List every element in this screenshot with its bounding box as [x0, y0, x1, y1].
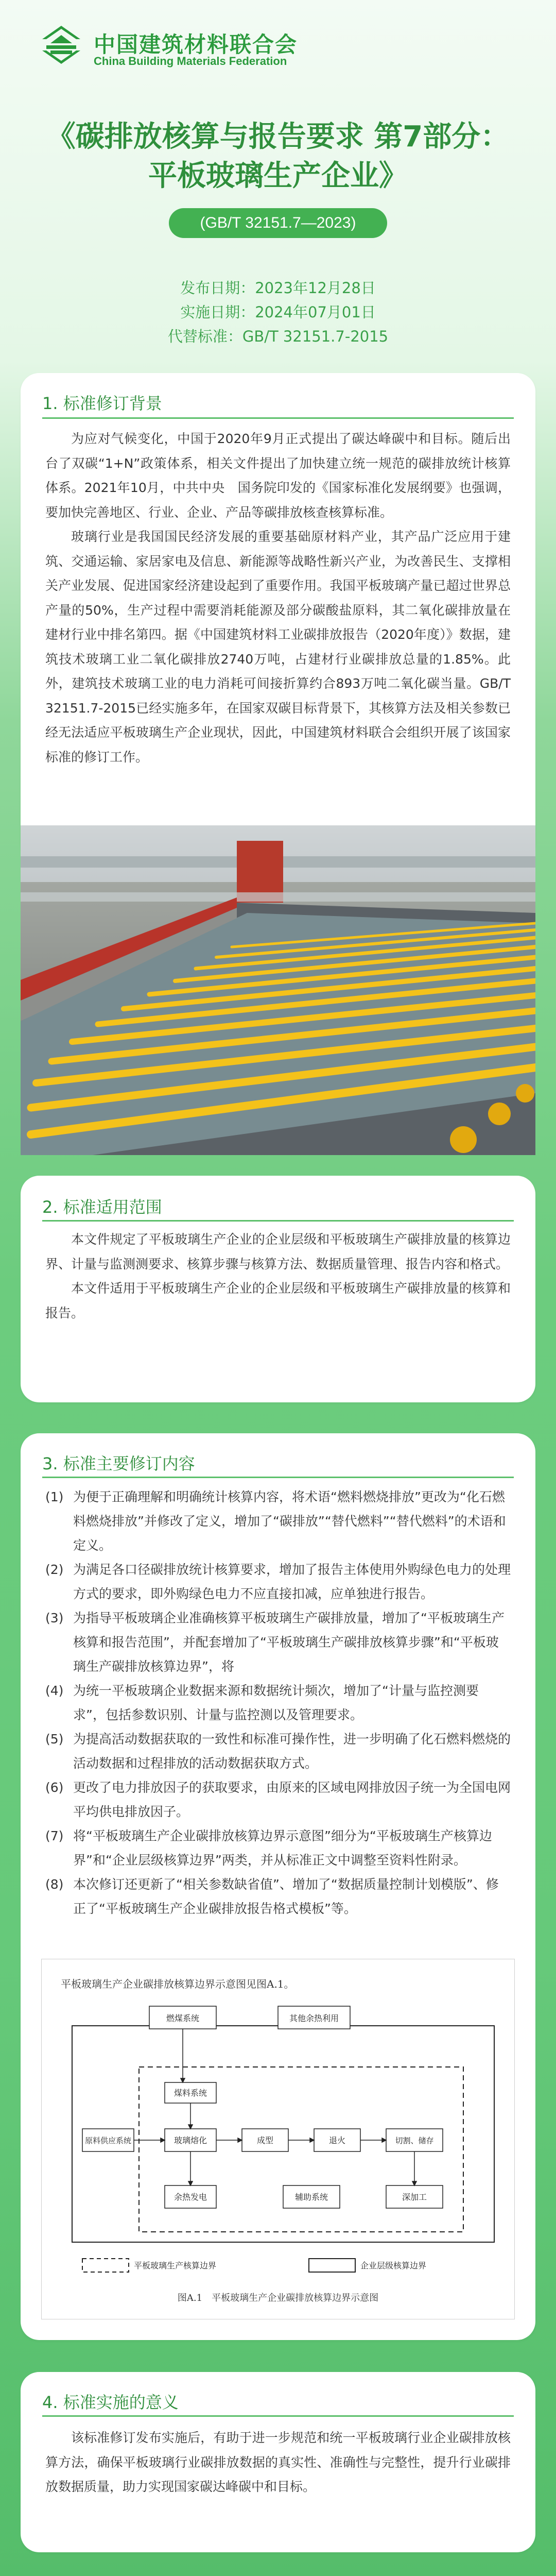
- revision-list: [45, 1485, 511, 1921]
- revisions-card: [21, 1433, 535, 2340]
- item-text: 为提高活动数据获取的一致性和标准可操作性，进一步明确了化石燃料燃烧的活动数据和过程排放的活动数据获取方式。: [73, 1732, 511, 1771]
- cbmf-logo-icon: [40, 24, 82, 66]
- item-text: 为统一平板玻璃企业数据来源和数据统计频次，增加了“计量与监控测要求”，包括参数识别、计量与监控测以及管理要求。: [73, 1683, 479, 1722]
- paragraph: 本文件适用于平板玻璃生产企业的企业层级和平板玻璃生产碳排放量的核算和报告。: [45, 1281, 511, 1320]
- section-divider: [42, 2415, 514, 2417]
- significance-card: [21, 2372, 535, 2552]
- section-divider: [42, 1220, 514, 1222]
- node-cut: 切割、储存: [395, 2136, 434, 2145]
- node-form: 成型: [256, 2136, 274, 2145]
- page-title: [21, 117, 535, 196]
- org-name-cn: 中国建筑材料联合会: [94, 32, 298, 57]
- node-anneal: 退火: [328, 2136, 346, 2145]
- section-title: 3. 标准主要修订内容: [42, 1454, 195, 1473]
- item-number: (2): [45, 1562, 64, 1577]
- list-item: [45, 1775, 511, 1824]
- item-number: (5): [45, 1732, 64, 1747]
- section-title: 4. 标准实施的意义: [42, 2393, 179, 2412]
- section-body: [45, 1227, 511, 1325]
- section-body: [45, 2426, 511, 2499]
- legend-solid-label: 企业层级核算边界: [360, 2261, 427, 2270]
- scope-card: [21, 1176, 535, 1402]
- item-number: (4): [45, 1683, 64, 1698]
- list-item: [45, 1727, 511, 1775]
- item-text: 为满足各口径碳排放统计核算要求，增加了报告主体使用外购绿色电力的处理方式的要求，即外购绿色电力不应直接扣减，应单独进行报告。: [73, 1562, 511, 1601]
- paragraph: 该标准修订发布实施后，有助于进一步规范和统一平板玻璃行业企业碳排放核算方法，确保平板玻璃行业碳排放数据的真实性、准确性与完整性，提升行业碳排放数据质量，助力实现国家碳达峰碳中和目标。: [45, 2430, 511, 2494]
- org-name-en: China Building Materials Federation: [94, 55, 287, 67]
- standard-number-badge: (GB/T 32151.7—2023): [169, 208, 387, 238]
- item-text: 本次修订还更新了“相关参数缺省值”、增加了“数据质量控制计划模版”、修正了“平板玻璃生产企业碳排放报告格式模板”等。: [73, 1877, 499, 1916]
- node-coal: 煤料系统: [173, 2088, 207, 2098]
- title-line-2: 平板玻璃生产企业》: [148, 159, 408, 193]
- node-top2: 其他余热利用: [289, 2013, 339, 2023]
- implement-date: 实施日期：2024年07月01日: [180, 303, 376, 321]
- background-card: [21, 373, 535, 860]
- glass-production-line-photo: [21, 825, 535, 1155]
- paragraph: 本文件规定了平板玻璃生产企业的企业层级和平板玻璃生产碳排放量的核算边界、计量与监测测要求、核算步骤与核算方法、数据质量管理、报告内容和格式。: [45, 1232, 511, 1272]
- publish-date: 发布日期：2023年12月28日: [180, 279, 376, 297]
- section-divider: [42, 1477, 514, 1478]
- paragraph: 玻璃行业是我国国民经济发展的重要基础原材料产业，其产品广泛应用于建筑、交通运输、家居家电及信息、新能源等战略性新兴产业，为改善民生、支撑相关产业发展、促进国家经济建设起到了重要作用。我国平板玻璃产量已超过世界总产量的50%，生产过程中需要消耗能源及部分碳酸盐原料，其二氧化碳排放量在建材行业中排名第四。据《中国建筑材料工业碳排放报告（2020年度）》数据，建筑技术玻璃工业二氧化碳排放2740万吨，占建材行业碳排放总量的1.85%。此外，建筑技术玻璃工业的电力消耗可间接折算约合893万吨二氧化碳当量。GB/T 32151.7-2015已经实施多年，在国家双碳目标背景下，其核算方法及相关参数已经无法适应平板玻璃生产企业现状，因此，中国建筑材料联合会组织开展了该国家标准的修订工作。: [45, 529, 511, 765]
- item-number: (7): [45, 1828, 64, 1843]
- boundary-diagram: [41, 1959, 515, 2319]
- diagram-intro: 平板玻璃生产企业碳排放核算边界示意图见图A.1。: [61, 1978, 294, 1990]
- date-block: [0, 276, 556, 349]
- node-fuel: 原料供应系统: [84, 2136, 132, 2145]
- item-number: (3): [45, 1611, 64, 1625]
- section-body: [45, 427, 511, 769]
- item-text: 将“平板玻璃生产企业碳排放核算边界示意图”细分为“平板玻璃生产核算边界”和“企业层级核算边界”两类，并从标准正文中调整至资料性附录。: [73, 1828, 492, 1868]
- item-number: (8): [45, 1877, 64, 1892]
- item-text: 更改了电力排放因子的获取要求，由原来的区域电网排放因子统一为全国电网平均供电排放因子。: [73, 1780, 511, 1819]
- item-number: (1): [45, 1489, 64, 1504]
- list-item: [45, 1557, 511, 1606]
- item-text: 为指导平板玻璃企业准确核算平板玻璃生产碳排放量，增加了“平板玻璃生产核算和报告范围”，并配套增加了“平板玻璃生产碳排放核算步骤”和“平板玻璃生产碳排放核算边界”，将: [73, 1611, 505, 1674]
- list-item: [45, 1485, 511, 1557]
- replaced-standard: 代替标准：GB/T 32151.7-2015: [167, 328, 389, 345]
- list-item: [45, 1606, 511, 1679]
- item-text: 为便于正确理解和明确统计核算内容，将术语“燃料燃烧排放”更改为“化石燃料燃烧排放”并修改了定义，增加了“碳排放”“替代燃料”“替代燃料”的术语和定义。: [73, 1489, 506, 1553]
- node-heat: 余热发电: [173, 2192, 207, 2202]
- paragraph: 为应对气候变化，中国于2020年9月正式提出了碳达峰碳中和目标。随后出台了双碳“1+N”政策体系，相关文件提出了加快建立统一规范的碳排放统计核算体系。2021年10月，中共中央 国务院印发的《国家标准化发展纲要》也强调，要加快完善地区、行业、企业、产品等碳排放核查核算标准。: [45, 431, 511, 520]
- legend-dashed-label: 平板玻璃生产核算边界: [134, 2261, 217, 2270]
- section-title: 2. 标准适用范围: [42, 1197, 162, 1217]
- list-item: [45, 1824, 511, 1872]
- node-aux: 辅助系统: [294, 2192, 328, 2202]
- node-top1: 燃煤系统: [166, 2013, 200, 2023]
- title-line-1: 《碳排放核算与报告要求 第7部分：: [46, 120, 510, 154]
- node-deep: 深加工: [402, 2192, 427, 2202]
- figure-caption: 图A.1 平板玻璃生产企业碳排放核算边界示意图: [177, 2293, 379, 2303]
- item-number: (6): [45, 1780, 64, 1795]
- section-title: 1. 标准修订背景: [42, 394, 162, 413]
- section-divider: [42, 417, 514, 419]
- list-item: [45, 1679, 511, 1727]
- node-melt: 玻璃熔化: [173, 2136, 207, 2145]
- list-item: [45, 1872, 511, 1921]
